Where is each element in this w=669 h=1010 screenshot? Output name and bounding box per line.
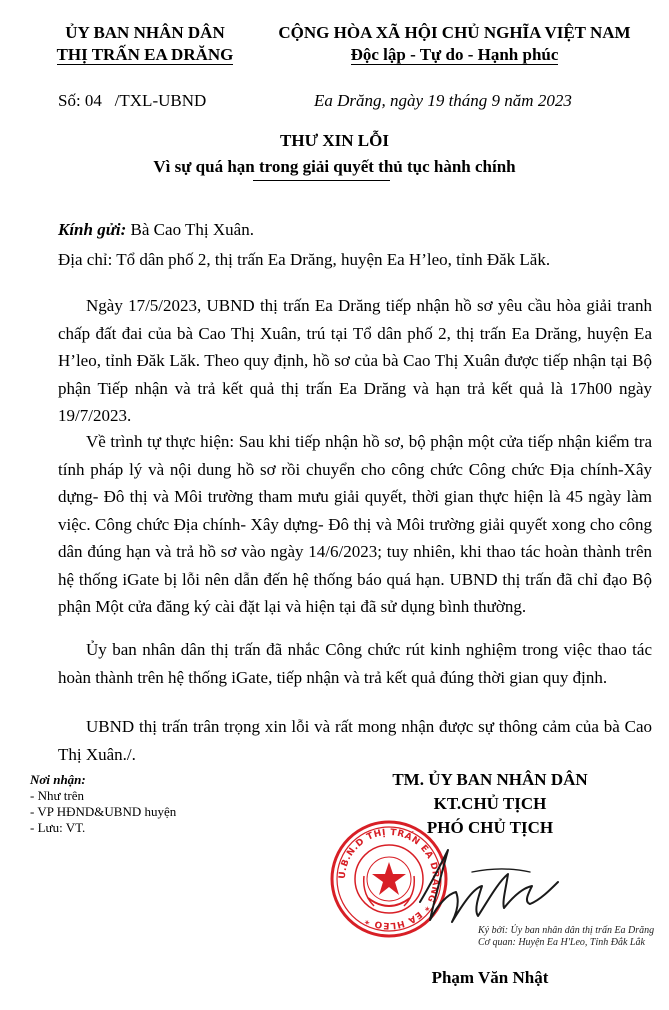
addressee-address: Địa chỉ: Tổ dân phố 2, thị trấn Ea Drăng, huyện Ea H’leo, tỉnh Đăk Lăk. (58, 250, 551, 269)
org-line-1: ỦY BAN NHÂN DÂN (65, 23, 225, 42)
org-line-2: THỊ TRẤN EA DRĂNG (56, 45, 234, 64)
handwritten-signature-icon (412, 842, 562, 934)
country-name: CỘNG HÒA XÃ HỘI CHỦ NGHĨA VIỆT NAM (278, 23, 631, 42)
signature-line-1: TM. ỦY BAN NHÂN DÂN (392, 770, 588, 789)
addressee-label: Kính gửi: (58, 220, 127, 239)
digital-signer: Ký bởi: Ủy ban nhân dân thị trấn Ea Drăng (478, 925, 655, 936)
issuing-organization (20, 22, 270, 66)
seal-ring-text: U.B.N.D THỊ TRẤN EA DRĂNG * EA HLEO * (337, 827, 441, 931)
recipients-title: Nơi nhận: (30, 772, 86, 787)
body-paragraph-4: UBND thị trấn trân trọng xin lỗi và rất mong nhận được sự thông cảm của bà Cao Thị Xuân./. (58, 717, 652, 764)
addressee-name: Bà Cao Thị Xuân. (126, 220, 254, 239)
national-motto (262, 22, 647, 66)
digital-organization: Cơ quan: Huyện Ea H'Leo, Tỉnh Đắk Lắk (478, 937, 645, 948)
digital-signature-info (478, 925, 654, 949)
document-subtitle: Vì sự quá hạn trong giải quyết thủ tục hành chính (153, 157, 516, 176)
addressee (58, 220, 254, 240)
recipient-item: - Lưu: VT. (30, 820, 86, 835)
document-title: THƯ XIN LỖI (280, 131, 389, 150)
motto: Độc lập - Tự do - Hạnh phúc (350, 45, 559, 64)
subtitle-underline (253, 180, 390, 181)
document-number: Số: 04 /TXL-UBND (58, 91, 207, 110)
signer-name: Phạm Văn Nhật (431, 968, 549, 987)
body-paragraph-3: Ủy ban nhân dân thị trấn đã nhắc Công chức rút kinh nghiệm trong việc thao tác hoàn thành trên hệ thống iGate, tiếp nhận và trả kết quả đúng thời gian quy định. (58, 640, 652, 687)
signature-line-3: PHÓ CHỦ TỊCH (426, 818, 554, 837)
recipient-item: - Như trên (30, 788, 84, 803)
signature-line-2: KT.CHỦ TỊCH (433, 794, 547, 813)
body-paragraph-2: Về trình tự thực hiện: Sau khi tiếp nhận hồ sơ, bộ phận một cửa tiếp nhận kiểm tra tính pháp lý và nội dung hồ sơ rồi chuyển cho công chức Công chức Địa chính-Xây dựng- Đô thị và Môi trường tham mưu giải quyết, thời gian thực hiện là 45 ngày làm việc. Công chức Địa chính- Xây dựng- Đô thị và Môi trường giải quyết xong cho công dân đúng hạn và trả hồ sơ vào ngày 14/6/2023; tuy nhiên, khi thao tác hoàn thành trên hệ thống iGate bị lỗi nên dẫn đến hệ thống báo quá hạn. UBND thị trấn đã chỉ đạo Bộ phận Một cửa đăng ký cài đặt lại và hiện tại đã sử dụng bình thường. (58, 432, 652, 616)
recipient-item: - VP HĐND&UBND huyện (30, 804, 177, 819)
place-and-date: Ea Drăng, ngày 19 tháng 9 năm 2023 (314, 91, 572, 110)
recipients-block (30, 772, 176, 836)
body-paragraph-1: Ngày 17/5/2023, UBND thị trấn Ea Drăng tiếp nhận hồ sơ yêu cầu hòa giải tranh chấp đất đai của bà Cao Thị Xuân, trú tại Tổ dân phố 2, thị trấn Ea Drăng, huyện Ea H’leo, tỉnh Đăk Lăk. Theo quy định, hồ sơ của bà Cao Thị Xuân được tiếp nhận tại Bộ phận Tiếp nhận và trả kết quả thị trấn Ea Drăng và hạn trả kết quả là 17h00 ngày 19/7/2023. (58, 296, 652, 425)
